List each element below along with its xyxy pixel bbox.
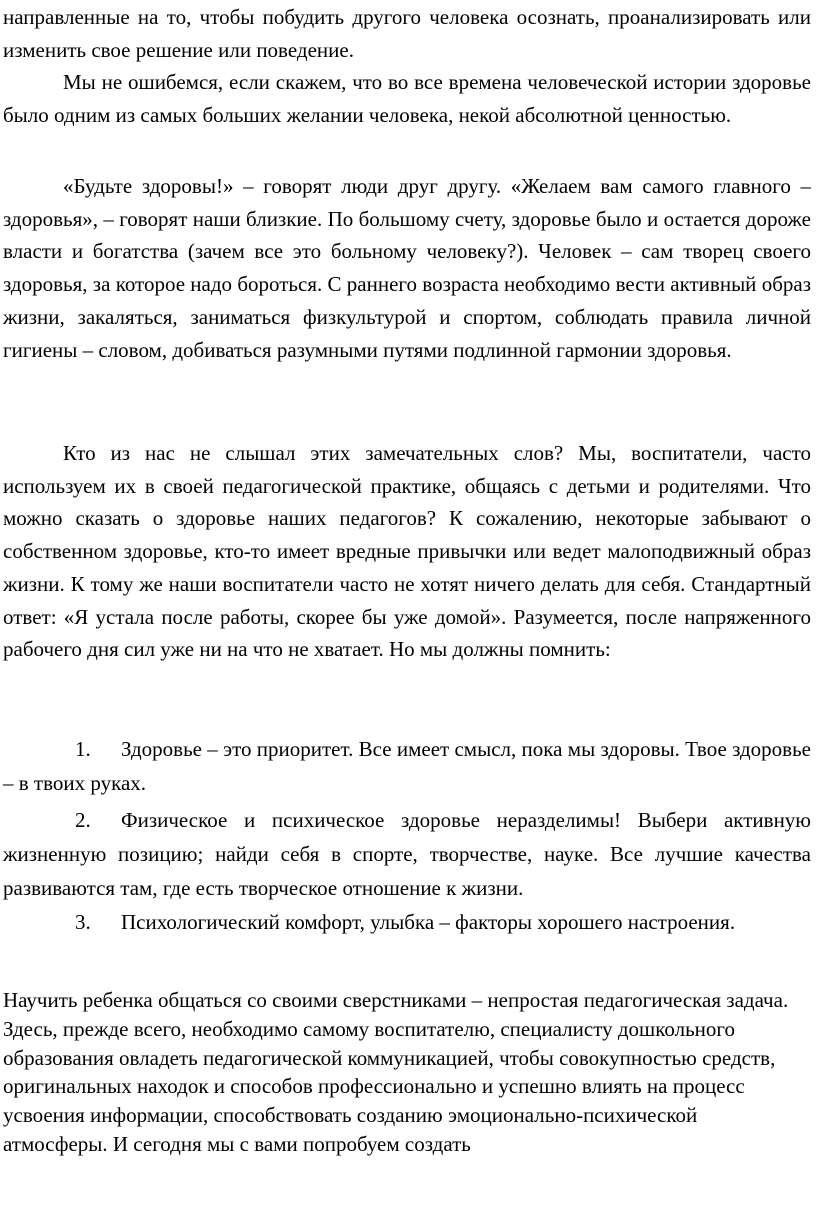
list-item-3 [3,905,811,939]
list-item-text: Физическое и психическое здоровье неразделимы! Выбери активную жизненную позицию; найди себя в спорте, творчестве, науке. Все лучшие качества развиваются там, где есть творческое отношение к жизни. [3,808,811,900]
list-item-number: 3. [75,910,91,934]
paragraph-be-healthy: «Будьте здоровы!» – говорят люди друг другу. «Желаем вам самого главного – здоровья», – говорят наши близкие. По большому счету, здоровье было и остается дороже власти и богатства (зачем все это больному человеку?). Человек – сам творец своего здоровья, за которое надо бороться. С раннего возраста необходимо вести активный образ жизни, закаляться, заниматься физкультурой и спортом, соблюдать правила личной гигиены – словом, добиваться разумными путями подлинной гармонии здоровья. [3,174,811,362]
list-item-number: 2. [75,808,91,832]
list-item-number: 1. [75,737,91,761]
paragraph-health-value: Мы не ошибемся, если скажем, что во все времена человеческой истории здоровье было одним из самых больших желании человека, некой абсолютной ценностью. [3,70,811,127]
paragraph-continuation: направленные на то, чтобы побудить другого человека осознать, проанализировать или изменить свое решение или поведение. [3,5,811,62]
paragraph-closing: Научить ребенка общаться со своими сверстниками – непростая педагогическая задача. Здесь, прежде всего, необходимо самому воспитателю, специалисту дошкольного образования овладеть педагогической коммуникацией, чтобы совокупностью средств, оригинальных находок и способов профессионально и успешно влиять на процесс усвоения информации, способствовать созданию эмоционально-психической атмосферы. И сегодня мы с вами попробуем создать [3,988,789,1156]
list-item-1 [3,732,811,800]
paragraph-educators: Кто из нас не слышал этих замечательных слов? Мы, воспитатели, часто используем их в своей педагогической практике, общаясь с детьми и родителями. Что можно сказать о здоровье наших педагогов? К сожалению, некоторые забывают о собственном здоровье, кто-то имеет вредные привычки или ведет малоподвижный образ жизни. К тому же наши воспитатели часто не хотят ничего делать для себя. Стандартный ответ: «Я устала после работы, скорее бы уже домой». Разумеется, после напряженного рабочего дня сил уже ни на что не хватает. Но мы должны помнить: [3,441,811,662]
list-item-text: Психологический комфорт, улыбка – факторы хорошего настроения. [121,910,736,934]
list-item-text: Здоровье – это приоритет. Все имеет смысл, пока мы здоровы. Твое здоровье – в твоих руках. [3,737,811,795]
list-item-2 [3,803,811,905]
